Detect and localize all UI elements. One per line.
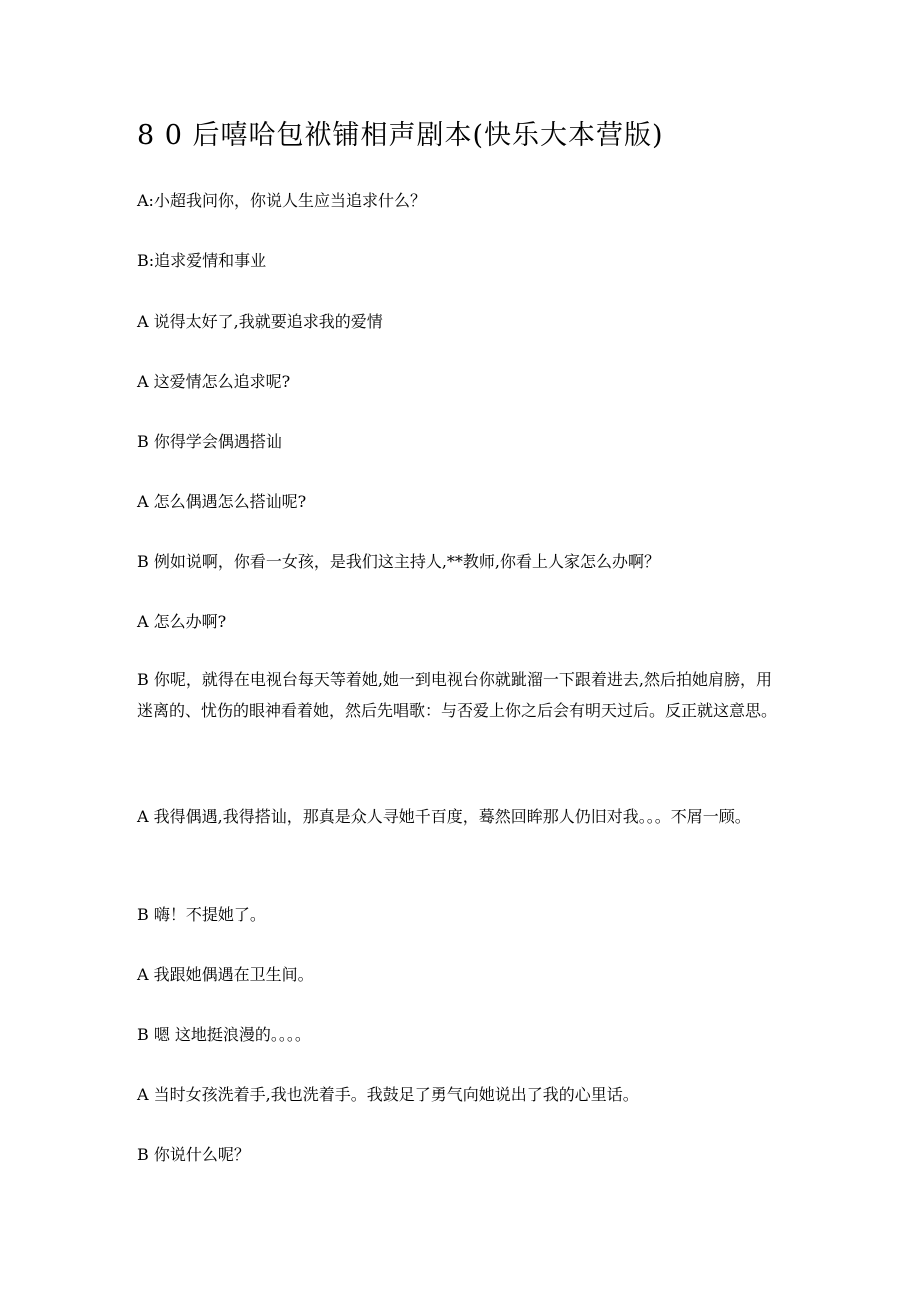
dialogue-line: A 我跟她偶遇在卫生间。 bbox=[137, 965, 314, 984]
dialogue-line: A:小超我问你，你说人生应当追求什么？ bbox=[137, 191, 426, 210]
dialogue-line: A 这爱情怎么追求呢? bbox=[137, 372, 291, 391]
dialogue-line: A 怎么偶遇怎么搭讪呢? bbox=[137, 492, 307, 511]
dialogue-paragraph: B 你呢，就得在电视台每天等着她,她一到电视台你就跐溜一下跟着进去,然后拍她肩膀，用迷离的、忧伤的眼神看着她，然后先唱歌：与否爱上你之后会有明天过后。反正就这意思。 bbox=[137, 670, 778, 720]
dialogue-line: B 你说什么呢？ bbox=[137, 1145, 250, 1164]
dialogue-line: A 说得太好了,我就要追求我的爱情 bbox=[137, 312, 383, 331]
dialogue-line: B:追求爱情和事业 bbox=[137, 251, 267, 270]
dialogue-line: A 当时女孩洗着手,我也洗着手。我鼓足了勇气向她说出了我的心里话。 bbox=[137, 1085, 639, 1104]
dialogue-paragraph: A 我得偶遇,我得搭讪，那真是众人寻她千百度，蓦然回眸那人仍旧对我。。。不屑一顾。 bbox=[137, 807, 751, 826]
dialogue-line: B 嗯 这地挺浪漫的。。。。 bbox=[137, 1025, 311, 1044]
dialogue-line: B 你得学会偶遇搭讪 bbox=[137, 432, 282, 451]
dialogue-line: A 怎么办啊? bbox=[137, 612, 227, 631]
document-title: 8 0 后嘻哈包袱铺相声剧本(快乐大本营版) bbox=[137, 120, 664, 151]
dialogue-line: B 嗨！不提她了。 bbox=[137, 905, 266, 924]
dialogue-line: B 例如说啊，你看一女孩，是我们这主持人,**教师,你看上人家怎么办啊？ bbox=[137, 552, 661, 571]
